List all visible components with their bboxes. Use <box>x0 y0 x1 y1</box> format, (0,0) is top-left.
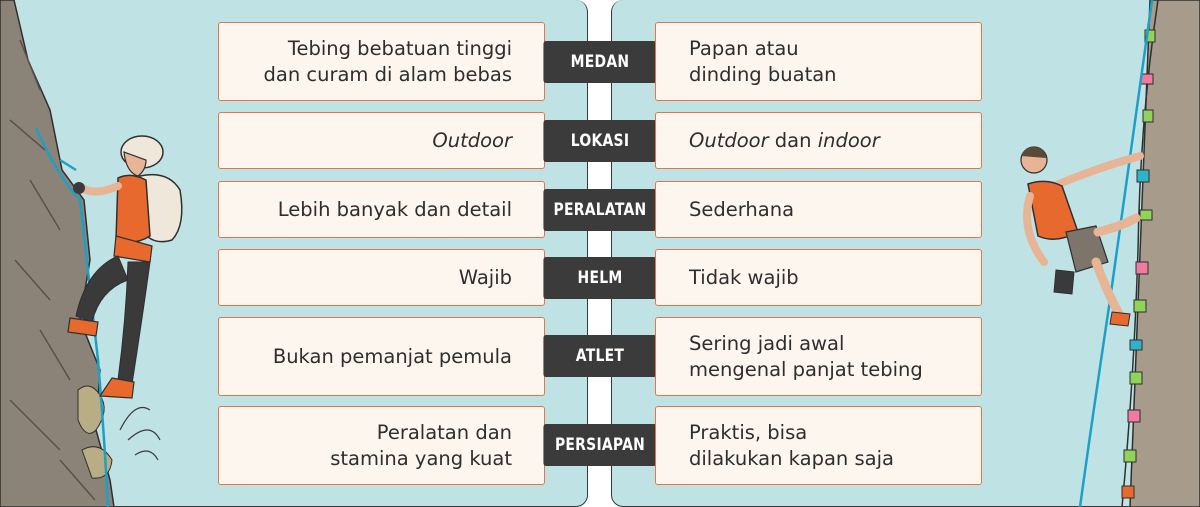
outdoor-athlete-cell <box>218 317 545 396</box>
indoor-helmet-cell <box>655 249 982 306</box>
label-helm: HELM <box>543 257 656 299</box>
outdoor-terrain-text: Tebing bebatuan tinggi dan curam di alam bebas <box>263 36 512 86</box>
outdoor-word: Outdoor <box>689 128 769 152</box>
indoor-equipment-cell <box>655 181 982 238</box>
outdoor-athlete-text: Bukan pemanjat pemula <box>272 344 512 368</box>
outdoor-climber-illustration <box>0 0 200 507</box>
indoor-equipment-text: Sederhana <box>689 197 795 221</box>
indoor-location-text <box>689 128 880 154</box>
outdoor-location-text: Outdoor <box>432 128 512 152</box>
outdoor-terrain-cell <box>218 22 545 101</box>
label-medan: MEDAN <box>543 41 656 83</box>
indoor-preparation-text: Praktis, bisa dilakukan kapan saja <box>689 420 894 470</box>
outdoor-preparation-text: Peralatan dan stamina yang kuat <box>330 420 512 470</box>
indoor-athlete-cell <box>655 317 982 396</box>
outdoor-helmet-cell <box>218 249 545 306</box>
outdoor-equipment-text: Lebih banyak dan detail <box>277 197 512 221</box>
indoor-terrain-cell <box>655 22 982 101</box>
label-lokasi: LOKASI <box>543 120 656 162</box>
indoor-word: indoor <box>817 128 880 152</box>
indoor-helmet-text: Tidak wajib <box>689 265 799 289</box>
indoor-terrain-text: Papan atau dinding buatan <box>689 36 837 86</box>
label-atlet: ATLET <box>543 335 656 377</box>
climbing-wall <box>1122 0 1200 507</box>
outdoor-preparation-cell <box>218 406 545 485</box>
indoor-climber <box>1021 147 1140 326</box>
indoor-climber-illustration <box>1000 0 1200 507</box>
indoor-preparation-cell <box>655 406 982 485</box>
outdoor-equipment-cell <box>218 181 545 238</box>
label-persiapan: PERSIAPAN <box>543 424 656 466</box>
label-peralatan: PERALATAN <box>543 189 656 231</box>
indoor-athlete-text: Sering jadi awal mengenal panjat tebing <box>689 331 923 381</box>
outdoor-helmet-text: Wajib <box>458 265 512 289</box>
and-word: dan <box>768 128 818 152</box>
outdoor-location-cell <box>218 112 545 169</box>
indoor-location-cell <box>655 112 982 169</box>
